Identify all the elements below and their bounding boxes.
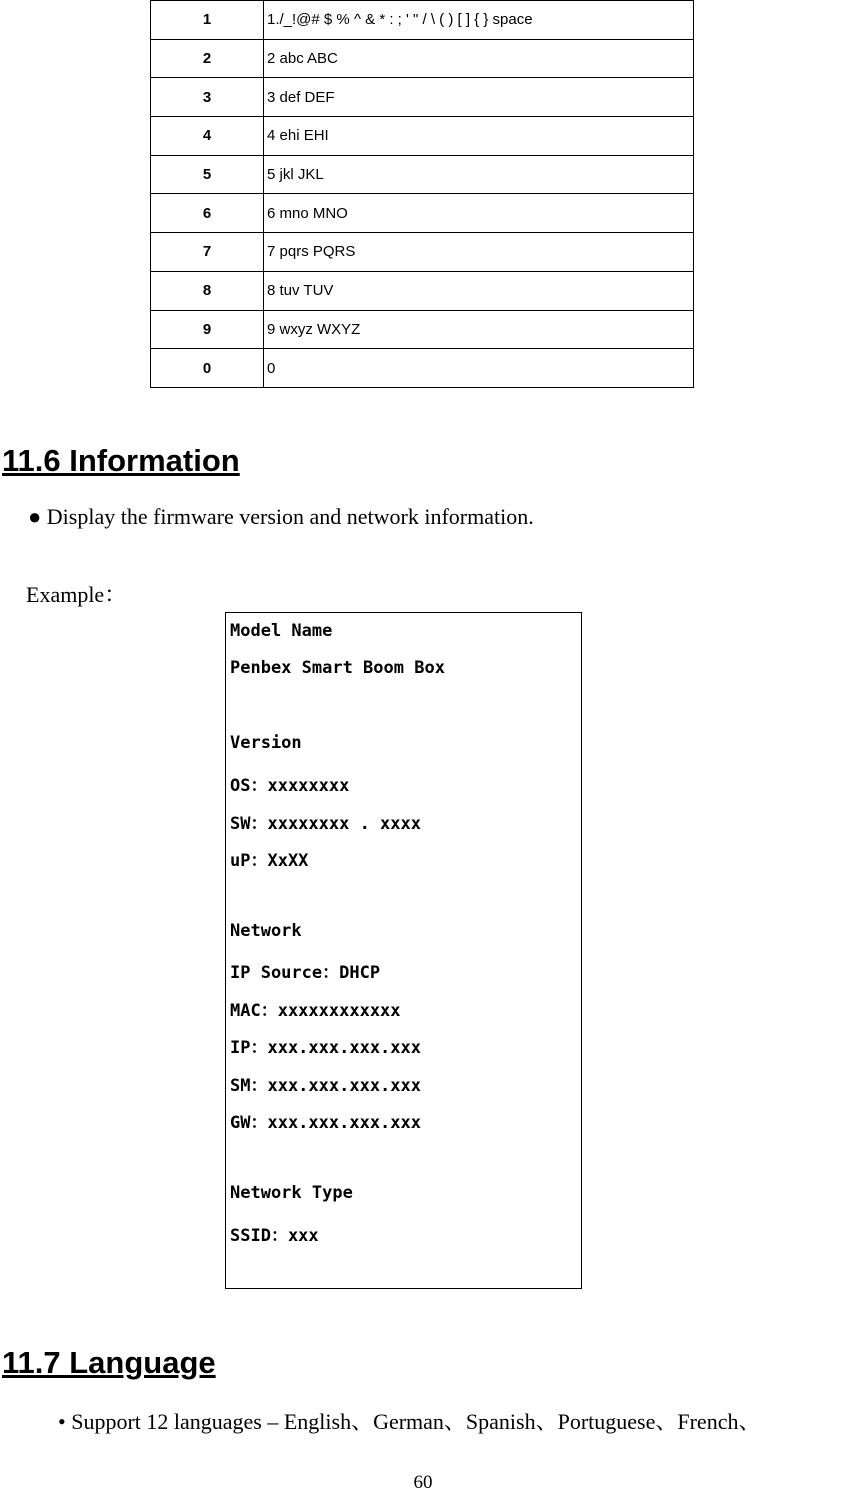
key-cell: 7: [151, 233, 264, 272]
table-row: [151, 233, 694, 272]
page-number: 60: [413, 1472, 433, 1493]
table-row: [151, 155, 694, 194]
chars-cell: 3 def DEF: [264, 78, 694, 117]
chars-cell: 7 pqrs PQRS: [264, 233, 694, 272]
ip-address: IP：xxx.xxx.xxx.xxx: [230, 1038, 421, 1058]
key-cell: 9: [151, 310, 264, 349]
network-type-label: Network Type: [230, 1183, 353, 1203]
up-version: uP：XxXX: [230, 851, 309, 871]
os-version: OS：xxxxxxxx: [230, 776, 350, 796]
information-bullet: ● Display the firmware version and network information.: [28, 504, 534, 529]
table-row: [151, 78, 694, 117]
table-row: [151, 194, 694, 233]
chars-cell: 6 mno MNO: [264, 194, 694, 233]
key-cell: 3: [151, 78, 264, 117]
chars-cell: 8 tuv TUV: [264, 271, 694, 310]
ssid: SSID：xxx: [230, 1226, 319, 1246]
network-label: Network: [230, 921, 302, 941]
subnet-mask: SM：xxx.xxx.xxx.xxx: [230, 1076, 421, 1096]
keypad-character-table: [150, 0, 694, 388]
version-label: Version: [230, 733, 302, 753]
ip-source: IP Source：DHCP: [230, 963, 381, 983]
table-row: [151, 349, 694, 388]
key-cell: 8: [151, 271, 264, 310]
mac-address: MAC：xxxxxxxxxxxx: [230, 1001, 401, 1021]
chars-cell: 1./_!@# $ % ^ & * : ; ' " / \ ( ) [ ] { } space: [264, 1, 694, 40]
model-name-label: Model Name: [230, 621, 333, 641]
chars-cell: 0: [264, 349, 694, 388]
chars-cell: 4 ehi EHI: [264, 117, 694, 156]
chars-cell: 5 jkl JKL: [264, 155, 694, 194]
key-cell: 4: [151, 117, 264, 156]
model-name-value: Penbex Smart Boom Box: [230, 658, 445, 678]
example-label: Example：: [26, 582, 127, 607]
key-cell: 1: [151, 1, 264, 40]
key-cell: 6: [151, 194, 264, 233]
section-heading-information: 11.6 Information: [2, 443, 240, 478]
table-row: [151, 1, 694, 40]
key-cell: 5: [151, 155, 264, 194]
sw-version: SW：xxxxxxxx . xxxx: [230, 814, 421, 834]
chars-cell: 2 abc ABC: [264, 39, 694, 78]
key-cell: 2: [151, 39, 264, 78]
information-screen-example: [225, 612, 582, 1289]
table-row: [151, 117, 694, 156]
key-cell: 0: [151, 349, 264, 388]
table-row: [151, 310, 694, 349]
table-row: [151, 271, 694, 310]
chars-cell: 9 wxyz WXYZ: [264, 310, 694, 349]
section-heading-language: 11.7 Language: [2, 1345, 216, 1380]
language-bullet: • Support 12 languages – English、German、Spanish、Portuguese、French、: [58, 1409, 761, 1434]
table-row: [151, 39, 694, 78]
gateway: GW：xxx.xxx.xxx.xxx: [230, 1113, 421, 1133]
